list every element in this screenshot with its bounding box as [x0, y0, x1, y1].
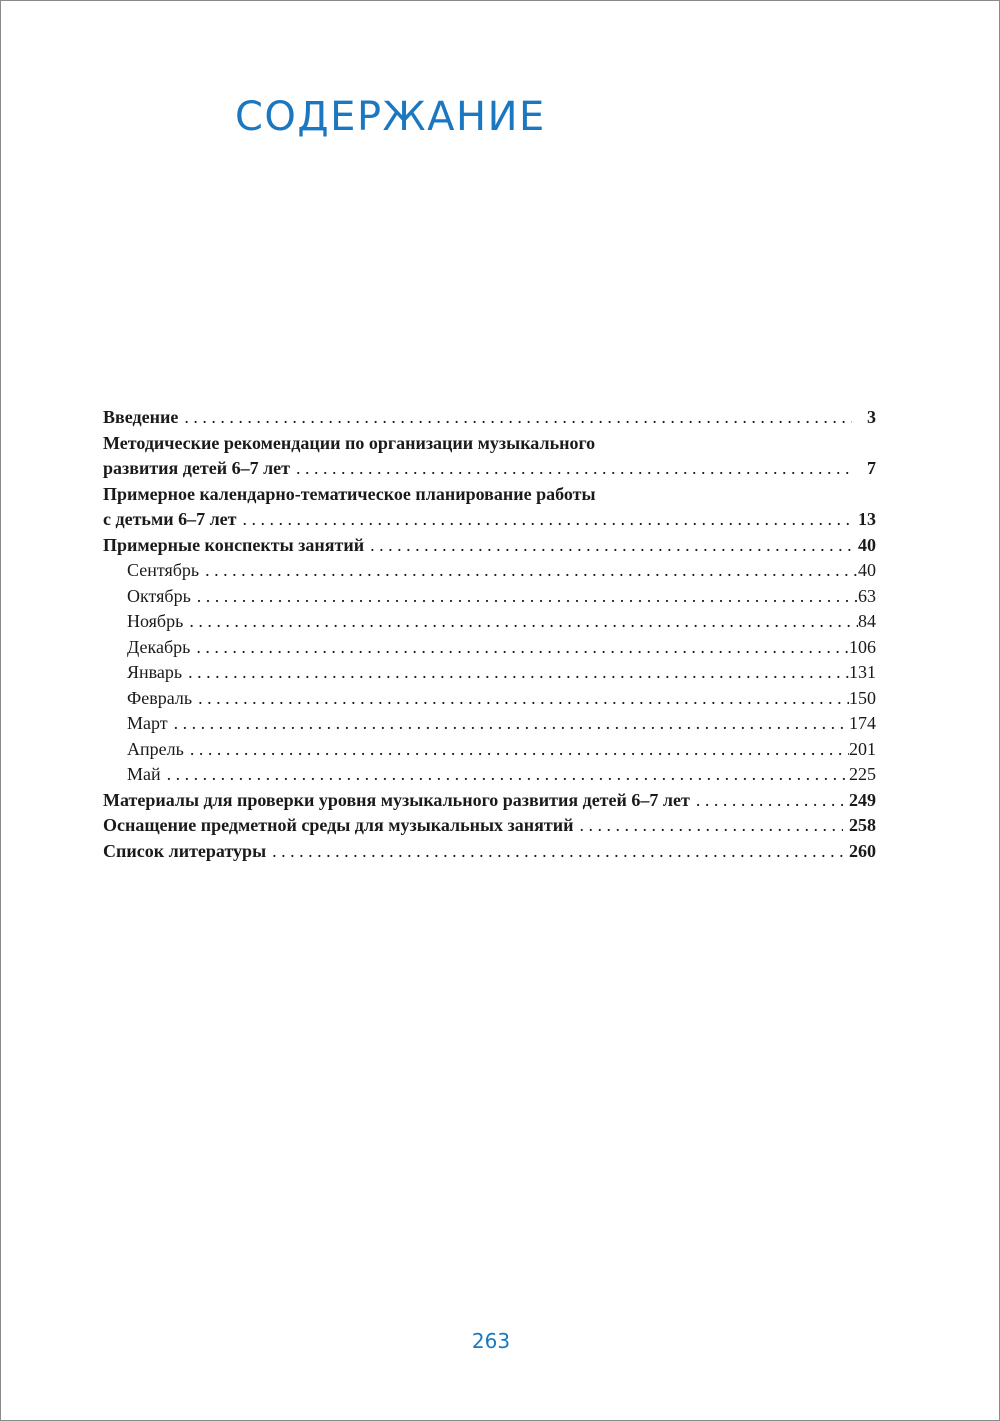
page-title: СОДЕРЖАНИЕ	[235, 94, 546, 140]
toc-entry[interactable]	[103, 711, 876, 737]
toc-entry-title: Оснащение предметной среды для музыкальных занятий	[103, 815, 574, 835]
dot-leader	[272, 839, 843, 865]
toc-entry[interactable]	[103, 558, 876, 584]
toc-entry-title-line: Примерное календарно-тематическое планирование работы	[103, 483, 596, 504]
toc-entry-page: 3	[867, 407, 876, 427]
toc-entry-page: 40	[858, 534, 876, 555]
toc-entry-title: Март	[127, 713, 168, 733]
dot-leader	[184, 405, 852, 431]
toc-entry-line	[127, 558, 876, 584]
toc-entry-title: Сентябрь	[127, 560, 200, 580]
toc-entry[interactable]	[103, 813, 876, 839]
dot-leader	[696, 788, 843, 814]
toc-entry-page: 106	[849, 636, 876, 657]
toc-entry[interactable]	[103, 737, 876, 763]
toc-entry-page: 40	[858, 560, 876, 580]
toc-entry-line	[103, 813, 876, 839]
toc-entry-title: Материалы для проверки уровня музыкального развития детей 6–7 лет	[103, 789, 690, 810]
page-number: 263	[471, 1329, 511, 1353]
toc-entry-page: 258	[849, 815, 876, 835]
dot-leader	[190, 737, 849, 763]
toc-entry-title: Апрель	[127, 738, 184, 759]
dot-leader	[370, 533, 852, 559]
dot-leader	[197, 584, 858, 610]
dot-leader	[296, 456, 852, 482]
toc-entry-title: Январь	[127, 662, 183, 682]
dot-leader	[189, 609, 858, 635]
toc-entry-line	[103, 839, 876, 865]
toc-entry[interactable]	[103, 839, 876, 865]
dot-leader	[167, 762, 849, 788]
toc-entry-title: Декабрь	[127, 636, 191, 657]
toc-entry-title: Ноябрь	[127, 611, 184, 631]
toc-entry-title-line: Методические рекомендации по организации музыкального	[103, 432, 596, 453]
toc-entry-title: развития детей 6–7 лет	[103, 458, 291, 478]
toc-entry[interactable]	[103, 762, 876, 788]
toc-entry-line	[127, 635, 876, 661]
dot-leader	[196, 635, 849, 661]
toc-entry-title: Октябрь	[127, 585, 191, 606]
toc-entry-line	[127, 609, 876, 635]
toc-entry-title: Введение	[103, 407, 179, 427]
toc-entry-page: 63	[858, 585, 876, 606]
toc-entry-title: Май	[127, 764, 161, 784]
toc-entry-page: 84	[858, 611, 876, 631]
dot-leader	[243, 507, 852, 533]
toc-entry-page: 131	[849, 662, 876, 682]
toc-entry-title: Примерные конспекты занятий	[103, 534, 365, 555]
toc-entry-line	[127, 686, 876, 712]
toc-entry[interactable]	[103, 431, 876, 482]
toc-entry-line	[103, 405, 876, 431]
toc-entry-line	[103, 788, 876, 814]
toc-entry[interactable]	[103, 788, 876, 814]
toc-entry-title: с детьми 6–7 лет	[103, 509, 237, 529]
toc-entry-page: 201	[849, 738, 876, 759]
toc-entry[interactable]	[103, 584, 876, 610]
toc-entry-line	[127, 660, 876, 686]
toc-entry-page: 225	[849, 764, 876, 784]
toc-entry-line	[127, 584, 876, 610]
dot-leader	[579, 813, 843, 839]
toc-entry-title: Февраль	[127, 687, 193, 708]
toc-entry[interactable]	[103, 660, 876, 686]
toc-entry[interactable]	[103, 405, 876, 431]
dot-leader	[174, 711, 849, 737]
dot-leader	[198, 686, 849, 712]
dot-leader	[205, 558, 858, 584]
toc-entry-line	[127, 737, 876, 763]
table-of-contents	[103, 405, 876, 864]
toc-entry-line	[127, 762, 876, 788]
toc-entry-page: 174	[849, 713, 876, 733]
dot-leader	[188, 660, 849, 686]
toc-entry-page: 150	[849, 687, 876, 708]
toc-entry-page: 7	[867, 458, 876, 478]
toc-entry-page: 249	[849, 789, 876, 810]
toc-entry-title: Список литературы	[103, 840, 267, 861]
toc-entry[interactable]	[103, 609, 876, 635]
toc-entry-line	[103, 456, 876, 482]
toc-entry[interactable]	[103, 533, 876, 559]
toc-entry[interactable]	[103, 686, 876, 712]
toc-entry-line	[103, 533, 876, 559]
toc-entry[interactable]	[103, 482, 876, 533]
toc-entry-line	[103, 507, 876, 533]
toc-entry-page: 260	[849, 840, 876, 861]
toc-entry-page: 13	[858, 509, 876, 529]
toc-entry-line	[127, 711, 876, 737]
toc-entry[interactable]	[103, 635, 876, 661]
